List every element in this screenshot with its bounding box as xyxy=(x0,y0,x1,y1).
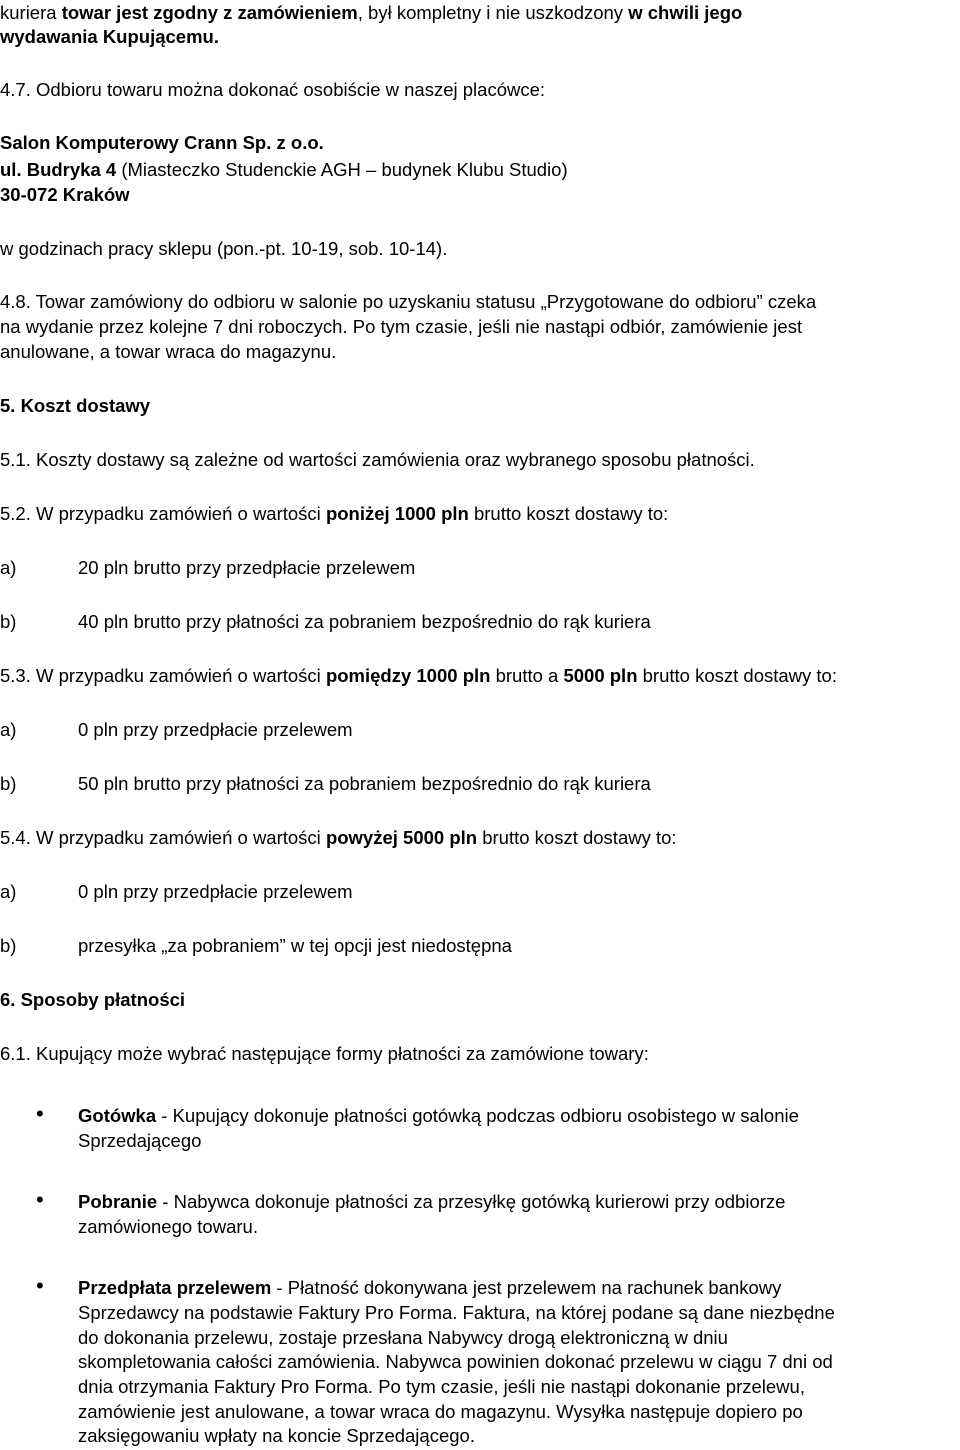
payment-transfer: Sprzedawcy na podstawie Faktury Pro Forma. Faktura, na której podane są dane niezbędne xyxy=(78,1302,835,1323)
section-5-4: 5.4. W przypadku zamówień o wartości powyżej 5000 pln brutto koszt dostawy to: xyxy=(0,827,677,848)
text-line: wydawania Kupującemu. xyxy=(0,26,219,47)
list-item: 40 pln brutto przy płatności za pobraniem bezpośrednio do rąk kuriera xyxy=(78,611,651,632)
list-label: a) xyxy=(0,881,17,902)
list-label: b) xyxy=(0,935,17,956)
section-5-1: 5.1. Koszty dostawy są zależne od wartości zamówienia oraz wybranego sposobu płatności. xyxy=(0,449,755,470)
payment-transfer: do dokonania przelewu, zostaje przesłana Nabywcy drogą elektroniczną w dniu xyxy=(78,1327,728,1348)
salon-name: Salon Komputerowy Crann Sp. z o.o. xyxy=(0,132,324,153)
section-5-3: 5.3. W przypadku zamówień o wartości pomiędzy 1000 pln brutto a 5000 pln brutto koszt dostawy to: xyxy=(0,665,837,686)
payment-cod: zamówionego towaru. xyxy=(78,1216,258,1237)
payment-transfer: zamówienie jest anulowane, a towar wraca do magazynu. Wysyłka następuje dopiero po xyxy=(78,1401,803,1422)
payment-transfer: zaksięgowaniu wpłaty na koncie Sprzedającego. xyxy=(78,1425,475,1446)
heading-5: 5. Koszt dostawy xyxy=(0,395,151,416)
list-item: 50 pln brutto przy płatności za pobraniem bezpośrednio do rąk kuriera xyxy=(78,773,651,794)
bullet-icon: • xyxy=(36,1101,44,1126)
section-4-8: 4.8. Towar zamówiony do odbioru w salonie po uzyskaniu statusu „Przygotowane do odbioru” czeka xyxy=(0,291,817,312)
payment-transfer: dnia otrzymania Faktury Pro Forma. Po tym czasie, jeśli nie nastąpi dokonanie przelewu, xyxy=(78,1376,805,1397)
payment-cod: Pobranie - Nabywca dokonuje płatności za przesyłkę gotówką kurierowi przy odbiorze xyxy=(78,1191,786,1212)
salon-address: ul. Budryka 4 (Miasteczko Studenckie AGH – budynek Klubu Studio) xyxy=(0,159,568,180)
section-5-2: 5.2. W przypadku zamówień o wartości poniżej 1000 pln brutto koszt dostawy to: xyxy=(0,503,669,524)
text-line: kuriera towar jest zgodny z zamówieniem, był kompletny i nie uszkodzony w chwili jego xyxy=(0,2,743,23)
list-label: a) xyxy=(0,557,17,578)
heading-6: 6. Sposoby płatności xyxy=(0,989,186,1010)
list-item: przesyłka „za pobraniem” w tej opcji jest niedostępna xyxy=(78,935,512,956)
section-4-8: anulowane, a towar wraca do magazynu. xyxy=(0,341,337,362)
section-4-8: na wydanie przez kolejne 7 dni roboczych. Po tym czasie, jeśli nie nastąpi odbiór, zamówienie jest xyxy=(0,316,803,337)
section-6-1: 6.1. Kupujący może wybrać następujące formy płatności za zamówione towary: xyxy=(0,1043,649,1064)
payment-transfer: Przedpłata przelewem - Płatność dokonywana jest przelewem na rachunek bankowy xyxy=(78,1277,782,1298)
bullet-icon: • xyxy=(36,1187,44,1212)
opening-hours: w godzinach pracy sklepu (pon.-pt. 10-19, sob. 10-14). xyxy=(0,238,448,259)
payment-transfer: skompletowania całości zamówienia. Nabywca powinien dokonać przelewu w ciągu 7 dni od xyxy=(78,1351,833,1372)
list-label: a) xyxy=(0,719,17,740)
salon-city: 30-072 Kraków xyxy=(0,184,130,205)
payment-cash: Gotówka - Kupujący dokonuje płatności gotówką podczas odbioru osobistego w salonie xyxy=(78,1105,799,1126)
list-item: 20 pln brutto przy przedpłacie przelewem xyxy=(78,557,416,578)
list-item: 0 pln przy przedpłacie przelewem xyxy=(78,719,353,740)
payment-cash: Sprzedającego xyxy=(78,1130,202,1151)
bullet-icon: • xyxy=(36,1273,44,1298)
section-4-7: 4.7. Odbioru towaru można dokonać osobiście w naszej placówce: xyxy=(0,79,546,100)
list-label: b) xyxy=(0,611,17,632)
list-item: 0 pln przy przedpłacie przelewem xyxy=(78,881,353,902)
list-label: b) xyxy=(0,773,17,794)
